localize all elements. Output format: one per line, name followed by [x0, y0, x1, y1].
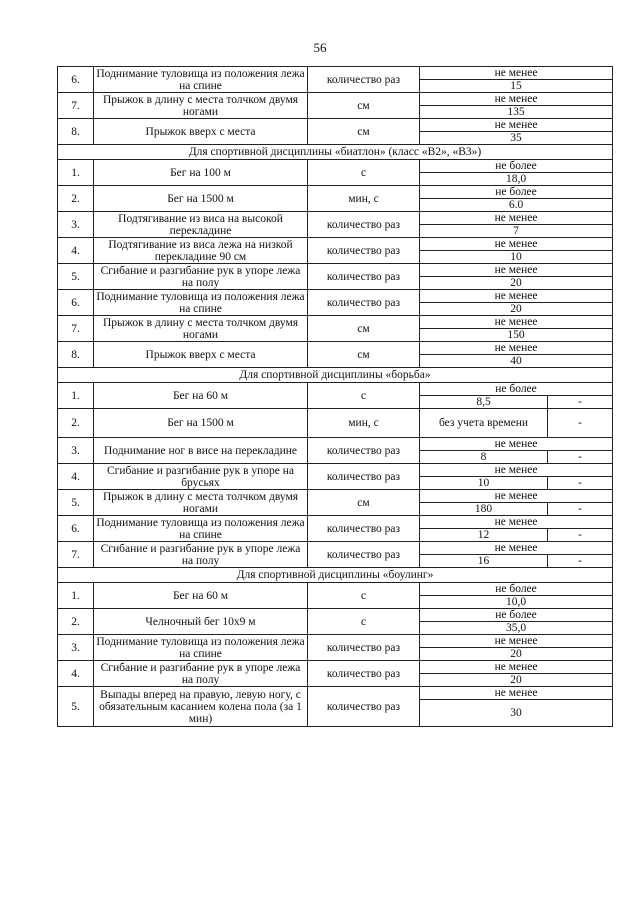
row-number: 8.	[58, 342, 94, 368]
row-number: 4.	[58, 661, 94, 687]
unit-of-measure: см	[308, 93, 420, 119]
row-number: 7.	[58, 316, 94, 342]
unit-of-measure: количество раз	[308, 238, 420, 264]
row-number: 6.	[58, 516, 94, 542]
table-row	[58, 661, 613, 674]
norm-value: 15	[420, 80, 613, 93]
table-row	[58, 238, 613, 251]
row-number: 8.	[58, 119, 94, 145]
row-number: 1.	[58, 583, 94, 609]
norm-condition: не более	[420, 186, 613, 199]
norm-condition: не более	[420, 609, 613, 622]
unit-of-measure: с	[308, 583, 420, 609]
norm-condition: не менее	[420, 687, 613, 700]
table-row	[58, 186, 613, 199]
norm-condition: не менее	[420, 67, 613, 80]
norm-condition: не менее	[420, 119, 613, 132]
exercise-name: Поднимание ног в висе на перекладине	[94, 438, 308, 464]
norm-condition: не менее	[420, 316, 613, 329]
unit-of-measure: с	[308, 383, 420, 409]
row-number: 7.	[58, 93, 94, 119]
unit-of-measure: см	[308, 342, 420, 368]
norm-value-extra: -	[548, 555, 613, 568]
table-row	[58, 687, 613, 700]
norm-condition: не менее	[420, 464, 613, 477]
exercise-name: Сгибание и разгибание рук в упоре лежа на полу	[94, 542, 308, 568]
norm-value: 8,5	[420, 396, 548, 409]
table-row	[58, 635, 613, 648]
norm-condition: не менее	[420, 238, 613, 251]
exercise-name: Бег на 1500 м	[94, 186, 308, 212]
table-row	[58, 212, 613, 225]
page-number: 56	[313, 40, 327, 55]
exercise-name: Прыжок в длину с места толчком двумя ногами	[94, 316, 308, 342]
row-number: 6.	[58, 290, 94, 316]
table-row	[58, 438, 613, 451]
row-number: 1.	[58, 160, 94, 186]
norm-value: 30	[420, 700, 613, 727]
norm-condition: не менее	[420, 490, 613, 503]
standards-table	[57, 66, 613, 727]
norm-value-extra: -	[548, 451, 613, 464]
table-row	[58, 490, 613, 503]
exercise-name: Поднимание туловища из положения лежа на спине	[94, 516, 308, 542]
row-number: 7.	[58, 542, 94, 568]
section-title: Для спортивной дисциплины «борьба»	[58, 368, 613, 383]
table-row	[58, 383, 613, 396]
norm-value: 150	[420, 329, 613, 342]
table-row	[58, 316, 613, 329]
unit-of-measure: количество раз	[308, 264, 420, 290]
table-row	[58, 516, 613, 529]
norm-condition: не менее	[420, 342, 613, 355]
exercise-name: Бег на 60 м	[94, 383, 308, 409]
section-title: Для спортивной дисциплины «биатлон» (класс «В2», «В3»)	[58, 145, 613, 160]
unit-of-measure: мин, с	[308, 409, 420, 438]
norm-condition: не менее	[420, 635, 613, 648]
exercise-name: Сгибание и разгибание рук в упоре на брусьях	[94, 464, 308, 490]
row-number: 2.	[58, 409, 94, 438]
norm-value: 10,0	[420, 596, 613, 609]
section-header-row	[58, 368, 613, 383]
table-row	[58, 609, 613, 622]
exercise-name: Сгибание и разгибание рук в упоре лежа на полу	[94, 264, 308, 290]
norm-value: 35,0	[420, 622, 613, 635]
unit-of-measure: количество раз	[308, 635, 420, 661]
unit-of-measure: количество раз	[308, 542, 420, 568]
section-title: Для спортивной дисциплины «боулинг»	[58, 568, 613, 583]
table-row	[58, 542, 613, 555]
norm-value-extra: -	[548, 477, 613, 490]
norm-condition: не менее	[420, 438, 613, 451]
norm-value: 10	[420, 251, 613, 264]
norm-value: 40	[420, 355, 613, 368]
norm-condition: не менее	[420, 212, 613, 225]
exercise-name: Сгибание и разгибание рук в упоре лежа на полу	[94, 661, 308, 687]
norm-value: 180	[420, 503, 548, 516]
norm-value: 20	[420, 277, 613, 290]
row-number: 3.	[58, 212, 94, 238]
section-header-row	[58, 568, 613, 583]
norm-value: 10	[420, 477, 548, 490]
exercise-name: Поднимание туловища из положения лежа на спине	[94, 67, 308, 93]
exercise-name: Подтягивание из виса лежа на низкой перекладине 90 см	[94, 238, 308, 264]
exercise-name: Выпады вперед на правую, левую ногу, с обязательным касанием колена пола (за 1 мин)	[94, 687, 308, 727]
unit-of-measure: мин, с	[308, 186, 420, 212]
row-number: 4.	[58, 464, 94, 490]
norm-value: 20	[420, 674, 613, 687]
exercise-name: Прыжок в длину с места толчком двумя ногами	[94, 93, 308, 119]
row-number: 3.	[58, 635, 94, 661]
unit-of-measure: с	[308, 609, 420, 635]
unit-of-measure: количество раз	[308, 516, 420, 542]
unit-of-measure: количество раз	[308, 464, 420, 490]
norm-condition: не менее	[420, 264, 613, 277]
table-row	[58, 93, 613, 106]
norm-value-extra: -	[548, 503, 613, 516]
norm-value: 6.0	[420, 199, 613, 212]
exercise-name: Челночный бег 10х9 м	[94, 609, 308, 635]
unit-of-measure: см	[308, 316, 420, 342]
exercise-name: Поднимание туловища из положения лежа на спине	[94, 290, 308, 316]
unit-of-measure: количество раз	[308, 687, 420, 727]
table-row	[58, 583, 613, 596]
unit-of-measure: количество раз	[308, 212, 420, 238]
row-number: 6.	[58, 67, 94, 93]
norm-condition: не менее	[420, 93, 613, 106]
exercise-name: Поднимание туловища из положения лежа на спине	[94, 635, 308, 661]
exercise-name: Прыжок в длину с места толчком двумя ногами	[94, 490, 308, 516]
norm-value: 12	[420, 529, 548, 542]
exercise-name: Прыжок вверх с места	[94, 342, 308, 368]
row-number: 5.	[58, 687, 94, 727]
norm-value: 18,0	[420, 173, 613, 186]
section-header-row	[58, 145, 613, 160]
table-row	[58, 119, 613, 132]
norm-value: 20	[420, 648, 613, 661]
unit-of-measure: см	[308, 119, 420, 145]
norm-condition: не более	[420, 583, 613, 596]
norm-value: 16	[420, 555, 548, 568]
table-row	[58, 464, 613, 477]
table-row	[58, 160, 613, 173]
norm-value: 8	[420, 451, 548, 464]
row-number: 1.	[58, 383, 94, 409]
norm-value-extra: -	[548, 529, 613, 542]
row-number: 2.	[58, 609, 94, 635]
table-row	[58, 290, 613, 303]
unit-of-measure: см	[308, 490, 420, 516]
norm-condition: не более	[420, 160, 613, 173]
norm-value: без учета времени	[420, 409, 548, 438]
unit-of-measure: количество раз	[308, 438, 420, 464]
row-number: 5.	[58, 490, 94, 516]
norm-condition: не менее	[420, 290, 613, 303]
row-number: 2.	[58, 186, 94, 212]
norm-value: 35	[420, 132, 613, 145]
table-row	[58, 264, 613, 277]
exercise-name: Бег на 100 м	[94, 160, 308, 186]
table-row	[58, 67, 613, 80]
norm-value-extra: -	[548, 396, 613, 409]
norm-condition: не менее	[420, 542, 613, 555]
norm-condition: не более	[420, 383, 613, 396]
row-number: 3.	[58, 438, 94, 464]
unit-of-measure: количество раз	[308, 67, 420, 93]
exercise-name: Прыжок вверх с места	[94, 119, 308, 145]
norm-condition: не менее	[420, 661, 613, 674]
table-row	[58, 342, 613, 355]
norm-value: 7	[420, 225, 613, 238]
unit-of-measure: с	[308, 160, 420, 186]
exercise-name: Подтягивание из виса на высокой перекладине	[94, 212, 308, 238]
norm-value: 135	[420, 106, 613, 119]
unit-of-measure: количество раз	[308, 661, 420, 687]
exercise-name: Бег на 1500 м	[94, 409, 308, 438]
row-number: 4.	[58, 238, 94, 264]
row-number: 5.	[58, 264, 94, 290]
norm-value-extra: -	[548, 409, 613, 438]
exercise-name: Бег на 60 м	[94, 583, 308, 609]
norm-condition: не менее	[420, 516, 613, 529]
unit-of-measure: количество раз	[308, 290, 420, 316]
norm-value: 20	[420, 303, 613, 316]
